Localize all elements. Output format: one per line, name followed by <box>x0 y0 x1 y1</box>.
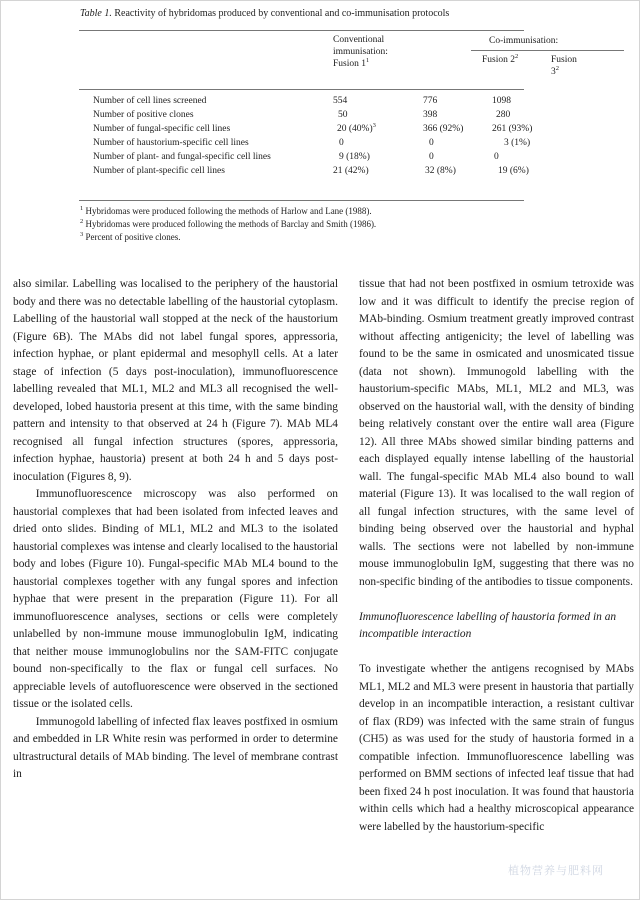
cell-fusion1-value: 554 <box>333 96 348 106</box>
co-immunisation-rule <box>471 50 624 51</box>
header-fusion2 <box>482 54 518 66</box>
header-fusion3 <box>551 54 577 78</box>
footnote-mark: 3 <box>80 231 84 238</box>
body-column-right <box>359 276 634 836</box>
paragraph: also similar. Labelling was localised to the periphery of the haustorial body and there was no detectable labelling of the haustorial cytoplasm. Labelling of the haustorial wall stopped at the neck of the haustorium (Figure 6B). The MAbs did not label fungal spores, appressoria, infection hyphae, or plant epidermal and mesophyll cells. At a later stage of infection (5 days post-inoculation), immunofluorescence labelling revealed that ML1, ML2 and ML3 all recognised the well-developed, lobed haustoria present at this time, with the same binding pattern and intensity to that observed at 24 h (Figure 7). MAb ML4 recognised all fungal infection structures (spores, appressoria, infection hyphae, haustoria) present at both 24 h and 5 days post-inoculation (Figures 8, 9). <box>13 278 338 483</box>
footnote-text: Hybridomas were produced following the methods of Harlow and Lane (1988). <box>83 206 372 216</box>
table-footnotes <box>80 205 376 244</box>
paragraph: Immunogold labelling of infected flax leaves postfixed in osmium and embedded in LR White resin was performed in order to determine ultrastructural details of MAb binding. The level of membrane contrast in <box>13 715 338 780</box>
table-caption-text: Reactivity of hybridomas produced by conventional and co-immunisation protocols <box>111 8 450 19</box>
body-column-left <box>13 276 338 784</box>
row-label: Number of haustorium-specific cell lines <box>93 138 249 148</box>
header-fusion1 <box>333 58 403 70</box>
footnote <box>80 218 376 231</box>
header-fusion3-text: Fusion 3 <box>551 55 577 77</box>
footnote-ref: 3 <box>372 121 376 129</box>
cell-fusion1 <box>333 96 347 106</box>
section-subheading: Immunofluorescence labelling of haustoria formed in an incompatible interaction <box>359 610 617 640</box>
cell-fusion2: 0 <box>429 138 434 148</box>
header-conventional-line2: immunisation: <box>333 47 388 57</box>
footnote <box>80 205 376 218</box>
cell-fusion2: 776 <box>423 96 438 106</box>
header-fusion1-text: Fusion 1 <box>333 59 366 69</box>
footnote-mark: 2 <box>80 218 84 225</box>
table-bottom-rule <box>79 200 524 201</box>
row-label: Number of fungal-specific cell lines <box>93 124 231 134</box>
cell-fusion3: 280 <box>496 110 511 120</box>
cell-fusion3: 1098 <box>492 96 511 106</box>
paragraph: To investigate whether the antigens recognised by MAbs ML1, ML2 and ML3 were present in haustoria that partially develop in an incompatible interaction, a resistant cultivar of flax (RD9) was infected with the same strain of fungus (CH5) as was used for the study of haustoria formed in a compatible infection. Immunofluorescence labelling was performed on BMM sections of infected leaf tissue that had been fixed 24 h post inoculation. It was found that haustoria within cells which had a healthy microscopical appearance were labelled by the haustorium-specific <box>359 663 634 833</box>
cell-fusion1 <box>339 138 344 148</box>
cell-fusion3: 3 (1%) <box>504 138 531 148</box>
cell-fusion1-value: 0 <box>339 138 344 148</box>
footnote <box>80 231 376 244</box>
cell-fusion3: 19 (6%) <box>498 166 529 176</box>
footnote-text: Percent of positive clones. <box>83 232 181 242</box>
table-caption-label: Table 1. <box>80 8 112 19</box>
cell-fusion2: 0 <box>429 152 434 162</box>
header-fusion2-text: Fusion 2 <box>482 55 515 65</box>
footnote-ref: 2 <box>555 64 559 72</box>
header-conventional-line1: Conventional <box>333 35 385 45</box>
cell-fusion1 <box>337 121 376 134</box>
header-co-immunisation: Co-immunisation: <box>489 36 559 46</box>
cell-fusion1-value: 9 (18%) <box>339 152 370 162</box>
row-label: Number of cell lines screened <box>93 96 207 106</box>
footnote-text: Hybridomas were produced following the methods of Barclay and Smith (1986). <box>83 219 377 229</box>
cell-fusion1-value: 21 (42%) <box>333 166 369 176</box>
row-label: Number of plant-specific cell lines <box>93 166 225 176</box>
footnote-mark: 1 <box>80 205 84 212</box>
cell-fusion2: 366 (92%) <box>423 124 464 134</box>
watermark: 植物营养与肥料网 <box>508 864 604 877</box>
cell-fusion1 <box>333 166 369 176</box>
table-top-rule <box>79 30 524 31</box>
cell-fusion1 <box>338 110 348 120</box>
paragraph: Immunofluorescence microscopy was also performed on haustorial complexes that had been isolated from infected leaves and dried onto slides. Binding of ML1, ML2 and ML3 to the isolated haustorial complexes was intense and clearly localised to the haustorial body and lobes (Figure 10). Fungal-specific MAb ML4 bound to the haustorial complexes together with any fungal spores and infection hyphae that were present in the preparation (Figure 11). For all immunofluorescence analyses, sections or cells were completely unlabelled by non-immune mouse immunoglobulin IgM, indicating that neither mouse immunoglobulins nor the SAM-FITC conjugate bound non-specifically to the flax or fungal cell surfaces. No appreciable levels of autofluorescence were observed in the sectioned tissue or the isolated cells. <box>13 488 338 710</box>
paragraph: tissue that had not been postfixed in osmium tetroxide was low and it was difficult to identify the precise region of MAb-binding. Osmium treatment greatly improved contrast without affecting antigenicity; the level of labelling was found to be the same in osmicated and unosmicated tissue (data not shown). Immunogold labelling with the haustorium-specific MAbs, ML1, ML2 and ML3, was observed on the haustorial wall, with the density of binding being relatively constant over the entire wall area (Figure 12). All three MAbs showed similar binding patterns and each displayed equally intense labelling of the haustorial wall. The fungal-specific MAb ML4 also bound to wall material (Figure 13). It was localised to the wall region of all fungal infection structures, with the same level of binding being observed over the haustorial and hyphal walls. The sections were not labelled by non-immune mouse immunoglobulin IgM, suggesting that there was no non-specific binding of the antibodies to tissue components. <box>359 278 634 588</box>
table-caption <box>80 8 449 19</box>
cell-fusion3: 261 (93%) <box>492 124 533 134</box>
table-header-rule <box>79 89 524 90</box>
cell-fusion2: 398 <box>423 110 438 120</box>
cell-fusion2: 32 (8%) <box>425 166 456 176</box>
footnote-ref: 1 <box>366 56 370 64</box>
row-label: Number of positive clones <box>93 110 194 120</box>
cell-fusion1-value: 50 <box>338 110 348 120</box>
footnote-ref: 2 <box>515 52 519 60</box>
cell-fusion1-value: 20 (40%) <box>337 124 373 134</box>
header-conventional <box>333 34 403 70</box>
cell-fusion1 <box>339 152 370 162</box>
cell-fusion3: 0 <box>494 152 499 162</box>
row-label: Number of plant- and fungal-specific cell lines <box>93 152 271 162</box>
